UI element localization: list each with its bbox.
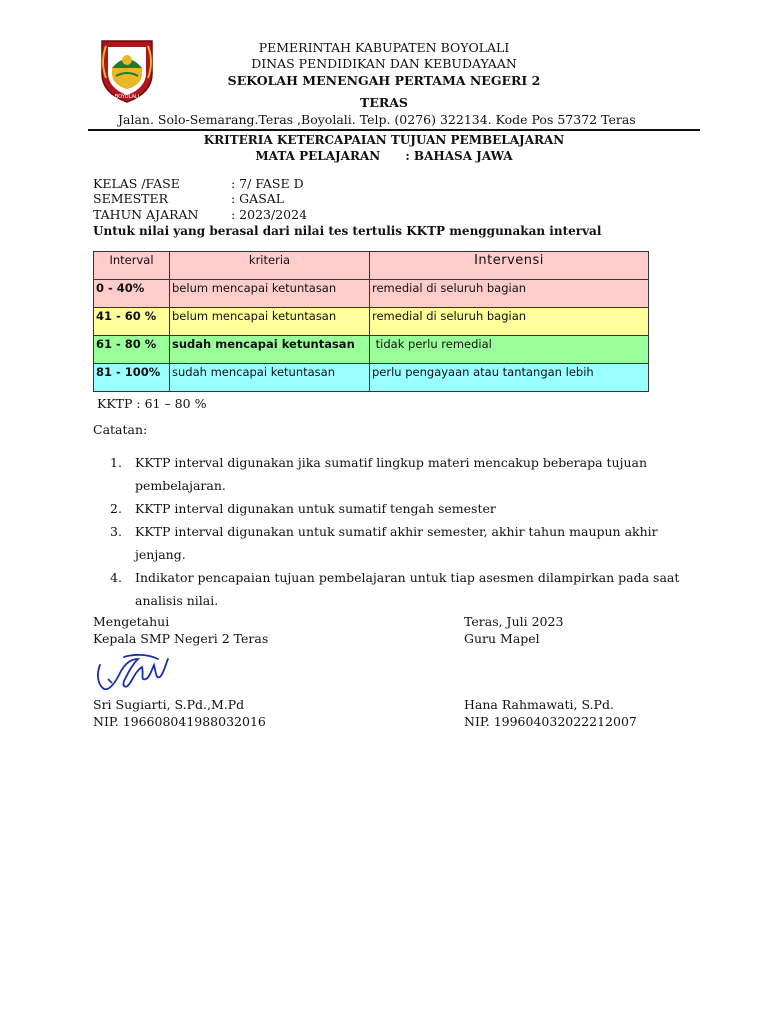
field-academic-year: [93, 207, 307, 223]
kriteria-cell: belum mencapai ketuntasan: [170, 308, 370, 336]
field-label: KELAS /FASE: [93, 176, 180, 191]
list-item: 1. KKTP interval digunakan jika sumatif lingkup materi mencakup beberapa tujuan pembelajaran.: [110, 455, 648, 493]
field-value: : 7/ FASE D: [231, 176, 304, 191]
field-semester: [93, 191, 284, 207]
sig-left-nip: NIP. 196608041988032016: [93, 714, 266, 729]
interval-cell: 0 - 40%: [94, 280, 170, 308]
field-label: TAHUN AJARAN: [93, 207, 199, 222]
table-header-row: [94, 252, 649, 280]
sig-left-label1: Mengetahui: [93, 614, 170, 629]
field-class: [93, 176, 304, 192]
table-row: [94, 308, 649, 336]
field-value: : 2023/2024: [231, 207, 308, 222]
header-divider: [88, 129, 700, 131]
table-header-cell: Intervensi: [370, 252, 649, 280]
header-department: DINAS PENDIDIKAN DAN KEBUDAYAAN: [251, 56, 517, 71]
header-school-location: TERAS: [360, 95, 408, 110]
intervensi-cell: remedial di seluruh bagian: [370, 280, 649, 308]
kktp-table: [93, 251, 649, 392]
interval-cell: 41 - 60 %: [94, 308, 170, 336]
list-item: 3. KKTP interval digunakan untuk sumatif akhir semester, akhir tahun maupun akhir jenjang.: [110, 524, 658, 562]
intervensi-cell: tidak perlu remedial: [370, 336, 649, 364]
field-value: : GASAL: [231, 191, 285, 206]
document-title: KRITERIA KETERCAPAIAN TUJUAN PEMBELAJARAN: [203, 133, 565, 147]
intervensi-cell: perlu pengayaan atau tantangan lebih: [370, 364, 649, 392]
sig-right-label2: Guru Mapel: [464, 631, 540, 646]
table-row: [94, 364, 649, 392]
kktp-value: KKTP : 61 – 80 %: [97, 396, 207, 411]
kriteria-cell: sudah mencapai ketuntasan: [170, 336, 370, 364]
header-address: Jalan. Solo-Semarang.Teras ,Boyolali. Telp. (0276) 322134. Kode Pos 57372 Teras: [118, 112, 636, 127]
intervensi-cell: remedial di seluruh bagian: [370, 308, 649, 336]
table-row: [94, 336, 649, 364]
table-header-cell: Interval: [94, 252, 170, 280]
sig-left-name: Sri Sugiarti, S.Pd.,M.Pd: [93, 697, 245, 712]
regency-logo: [98, 38, 156, 104]
header-government: PEMERINTAH KABUPATEN BOYOLALI: [258, 40, 510, 55]
field-label: SEMESTER: [93, 191, 169, 206]
table-header-cell: kriteria: [170, 252, 370, 280]
handwritten-signature: [94, 651, 182, 697]
table-row: [94, 280, 649, 308]
sig-right-name: Hana Rahmawati, S.Pd.: [464, 697, 614, 712]
interval-cell: 61 - 80 %: [94, 336, 170, 364]
svg-text:BOYOLALI: BOYOLALI: [114, 94, 140, 100]
kriteria-cell: sudah mencapai ketuntasan: [170, 364, 370, 392]
sig-right-nip: NIP. 199604032022212007: [464, 714, 637, 729]
sig-right-label1: Teras, Juli 2023: [464, 614, 564, 629]
notes-list: [93, 451, 683, 612]
header-school: SEKOLAH MENENGAH PERTAMA NEGERI 2: [227, 73, 541, 88]
kriteria-cell: belum mencapai ketuntasan: [170, 280, 370, 308]
sig-left-label2: Kepala SMP Negeri 2 Teras: [93, 631, 269, 646]
list-item: 2. KKTP interval digunakan untuk sumatif tengah semester: [110, 501, 496, 516]
intro-text: Untuk nilai yang berasal dari nilai tes tertulis KKTP menggunakan interval: [93, 224, 602, 238]
interval-cell: 81 - 100%: [94, 364, 170, 392]
list-item: 4. Indikator pencapaian tujuan pembelajaran untuk tiap asesmen dilampirkan pada saat analisis nilai.: [110, 570, 680, 608]
notes-label: Catatan:: [93, 422, 148, 437]
subject-line: MATA PELAJARAN : BAHASA JAWA: [255, 149, 513, 163]
